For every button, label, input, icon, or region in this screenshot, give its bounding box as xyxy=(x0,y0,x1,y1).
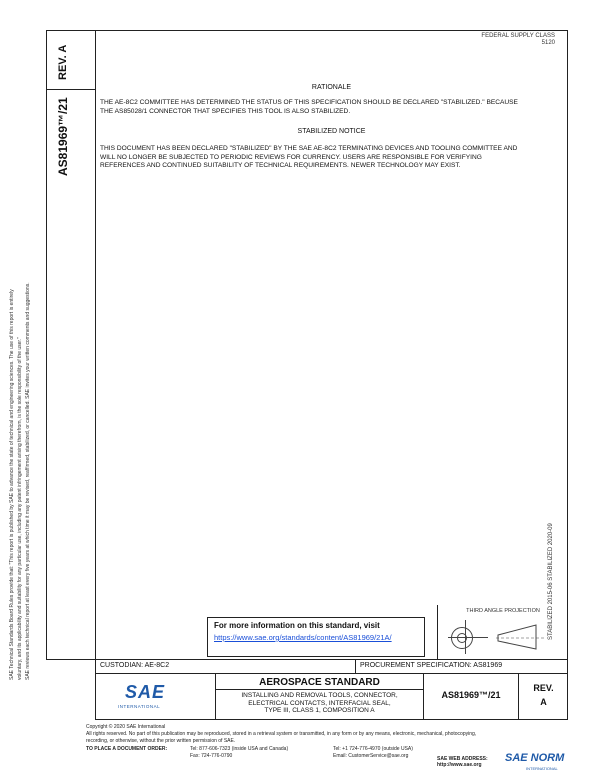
custodian: CUSTODIAN: AE-8C2 xyxy=(100,662,170,669)
legal-line-3: SAE reviews each technical report at least every five years at which time it may be revised, reaffirmed, stabilized, or cancelled. SAE invites your written comments and suggestions. xyxy=(25,282,31,680)
page-frame xyxy=(95,30,568,660)
sae-logo-subtitle: INTERNATIONAL xyxy=(118,704,161,709)
brand-logo-icon: SAE NORM xyxy=(505,752,565,764)
brand-subtitle: INTERNATIONAL xyxy=(526,766,558,771)
subject-line-2: ELECTRICAL CONTACTS, INTERFACIAL SEAL, xyxy=(248,699,391,707)
standard-link[interactable]: https://www.sae.org/standards/content/AS81969/21A/ xyxy=(214,633,392,642)
copyright: Copyright © 2020 SAE International xyxy=(86,724,166,730)
projection-centerline-h xyxy=(448,637,488,638)
rights-notice-2: recording, or otherwise, without the prior written permission of SAE. xyxy=(86,738,236,744)
tel-intl: Tel: +1 724-776-4970 (outside USA) xyxy=(333,746,413,752)
projection-label: THIRD ANGLE PROJECTION xyxy=(466,608,540,614)
legal-line-2: voluntary, and its applicability and suitability for any particular use, including any patent infringement arising therefrom, is the sole responsibility of the user." xyxy=(17,337,23,680)
legal-line-1: SAE Technical Standards Board Rules provide that: "This report is published by SAE to advance the state of technical and engineering sciences. The use of this report is entirely xyxy=(9,289,15,680)
order-label: TO PLACE A DOCUMENT ORDER: xyxy=(86,746,168,752)
rev-header xyxy=(58,45,69,80)
subject-line-3: TYPE III, CLASS 1, COMPOSITION A xyxy=(264,707,375,714)
rationale-text: THE AE-8C2 COMMITTEE HAS DETERMINED THE STATUS OF THIS SPECIFICATION SHOULD BE DECLARED "STABILIZED." BECAUSE THE AS85028/1 CONNECTOR THAT SPECIFIES THIS TOOL IS ALSO STABILIZED. xyxy=(100,99,518,115)
fsc-label: FEDERAL SUPPLY CLASS xyxy=(481,33,555,39)
legal-notice xyxy=(8,282,32,680)
fsc-value: 5120 xyxy=(541,40,555,46)
left-margin-column xyxy=(46,30,95,660)
subject-line-1: INSTALLING AND REMOVAL TOOLS, CONNECTOR, xyxy=(241,692,398,699)
email[interactable]: Email: CustomerService@sae.org xyxy=(333,753,409,759)
stabilized-heading: STABILIZED NOTICE xyxy=(297,128,366,135)
sae-logo-icon: SAE xyxy=(125,682,166,702)
federal-supply-class xyxy=(445,33,555,47)
rights-notice: All rights reserved. No part of this publication may be reproduced, stored in a retrieval system or transmitted, in any form or by any means, electronic, mechanical, photocopying, xyxy=(86,731,477,737)
document-subject xyxy=(216,692,423,715)
custodian-divider xyxy=(355,660,356,674)
rev-value-block: A xyxy=(540,697,547,707)
projection-centerline-v xyxy=(465,620,466,654)
rev-value: A xyxy=(57,44,69,53)
rev-label-block: REV. xyxy=(533,683,554,693)
info-title: For more information on this standard, visit xyxy=(214,621,380,630)
procurement-spec: PROCUREMENT SPECIFICATION: AS81969 xyxy=(360,662,503,669)
web-address[interactable]: SAE WEB ADDRESS: http://www.sae.org xyxy=(437,756,488,769)
standard-type: AEROSPACE STANDARD xyxy=(216,677,423,690)
rev-label: REV. xyxy=(57,55,69,80)
fax: Fax: 724-776-0790 xyxy=(190,753,233,759)
info-box xyxy=(207,617,425,657)
stabilized-text: THIS DOCUMENT HAS BEEN DECLARED "STABILIZED" BY THE SAE AE-8C2 TERMINATING DEVICES AND TOOLING COMMITTEE AND WILL NO LONGER BE SUBJECTED TO PERIODIC REVIEWS FOR CURRENCY. USERS ARE RESPONSIBLE FOR VERIFYING REFERENCES AND CONTINUED SUITABILITY OF TECHNICAL REQUIREMENTS. NEWER TECHNOLOGY MAY EXIST. xyxy=(100,145,518,169)
rationale-heading: RATIONALE xyxy=(311,84,352,91)
stabilized-dates: STABILIZED 2015-06 STABILIZED 2020-09 xyxy=(548,523,554,640)
rev-cell xyxy=(46,30,95,90)
projection-cone-icon xyxy=(496,623,546,653)
doc-number-vertical: AS81969™/21 xyxy=(56,97,70,176)
tel-us: Tel: 877-606-7323 (inside USA and Canada) xyxy=(190,746,289,752)
doc-number: AS81969™/21 xyxy=(441,690,501,700)
